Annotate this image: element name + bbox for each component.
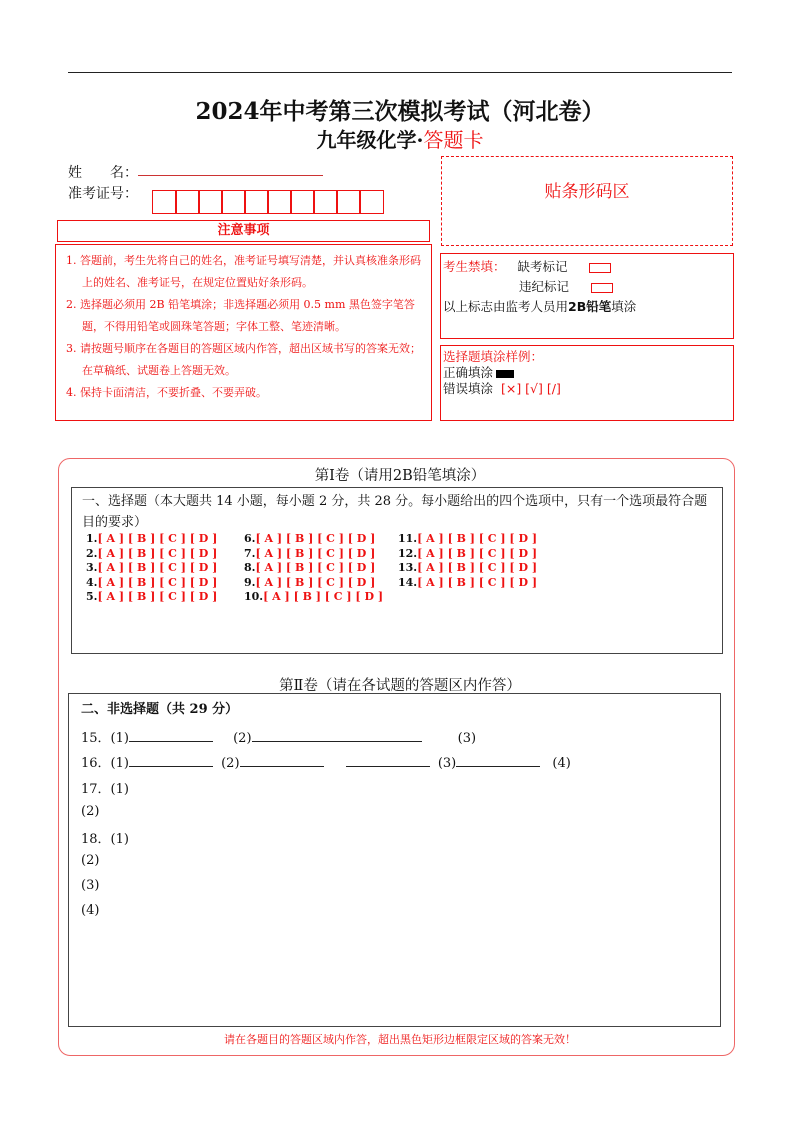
mc-options[interactable]: [ A ] [ B ] [ C ] [ D ] <box>97 575 218 589</box>
mc-column <box>398 532 537 590</box>
ban-note-post: 填涂 <box>611 299 637 314</box>
q-number: 18． <box>81 832 111 847</box>
q-part: (2) <box>221 756 240 771</box>
exam-ban-label: 考生禁填： <box>443 259 506 274</box>
id-digit-box[interactable] <box>221 190 246 214</box>
name-label: 姓 名： <box>68 165 138 181</box>
q-part: (4) <box>552 756 571 771</box>
id-digit-box[interactable] <box>267 190 292 214</box>
q15-line <box>81 727 476 746</box>
mc-options[interactable]: [ A ] [ B ] [ C ] [ D ] <box>97 532 218 545</box>
answer-blank[interactable] <box>129 754 213 767</box>
mc-question-number: 1. <box>86 532 98 545</box>
violation-label: 违纪标记 <box>519 279 570 294</box>
answer-blank[interactable] <box>240 754 324 767</box>
notice-item: 3. 请按题号顺序在各题目的答题区域内作答，超出区域书写的答案无效；在草稿纸、试题卷上答题无效。 <box>66 342 421 377</box>
id-boxes <box>152 190 382 214</box>
id-digit-box[interactable] <box>244 190 269 214</box>
answer-blank[interactable] <box>346 754 430 767</box>
q16-line <box>81 752 571 771</box>
q17-line <box>81 778 129 797</box>
q-number: 15． <box>81 731 111 746</box>
id-digit-box[interactable] <box>359 190 384 214</box>
mc-question-row <box>244 576 383 591</box>
id-digit-box[interactable] <box>152 190 177 214</box>
mc-question-row <box>86 590 217 605</box>
q-part: (2) <box>233 731 252 746</box>
answer-blank[interactable] <box>129 729 213 742</box>
exam-ban-box <box>440 253 734 339</box>
id-digit-box[interactable] <box>175 190 200 214</box>
absent-mark[interactable] <box>589 263 611 273</box>
correct-label: 正确填涂 <box>443 365 494 380</box>
mc-question-row <box>244 561 383 576</box>
mc-question-number: 4. <box>86 575 98 589</box>
mc-question-number: 6. <box>244 532 256 545</box>
id-digit-box[interactable] <box>290 190 315 214</box>
q-number: 17． <box>81 782 111 797</box>
mc-question-row <box>398 561 537 576</box>
part1-title: 第Ⅰ卷（请用2B铅笔填涂） <box>314 468 486 484</box>
sample-box <box>440 345 734 421</box>
q-part: (1) <box>110 782 129 797</box>
mc-question-number: 11. <box>398 532 418 545</box>
mc-options[interactable]: [ A ] [ B ] [ C ] [ D ] <box>97 590 218 603</box>
mc-question-number: 10. <box>244 590 264 603</box>
mc-question-number: 3. <box>86 561 98 574</box>
q-part: (3) <box>457 731 477 746</box>
q-part: (3) <box>437 756 457 771</box>
mc-question-number: 2. <box>86 546 98 560</box>
mc-question-row <box>86 576 217 591</box>
notice-heading: 注意事项 <box>57 220 430 242</box>
mc-column <box>244 532 383 605</box>
mc-options[interactable]: [ A ] [ B ] [ C ] [ D ] <box>255 532 376 545</box>
footer-note: 请在各题目的答题区域内作答，超出黑色矩形边框限定区域的答案无效！ <box>224 1033 576 1046</box>
mc-question-number: 8. <box>244 561 256 574</box>
sample-label: 选择题填涂样例： <box>443 349 544 364</box>
ban-note-bold: 2B铅笔 <box>568 299 612 314</box>
barcode-area: 贴条形码区 <box>441 156 733 246</box>
notice-box <box>55 244 432 421</box>
q18-part4: (4) <box>81 903 100 918</box>
mc-options[interactable]: [ A ] [ B ] [ C ] [ D ] <box>255 575 376 589</box>
page-title: 2024年中考第三次模拟考试（河北卷） <box>195 98 605 125</box>
id-digit-box[interactable] <box>336 190 361 214</box>
id-digit-box[interactable] <box>313 190 338 214</box>
part2-heading: 二、非选择题（共 29 分） <box>81 702 239 717</box>
non-mc-box <box>68 693 721 1027</box>
answer-blank[interactable] <box>456 754 540 767</box>
mc-options[interactable]: [ A ] [ B ] [ C ] [ D ] <box>263 590 384 603</box>
mc-question-row <box>398 547 537 562</box>
mc-question-row <box>244 532 383 547</box>
notice-item: 2. 选择题必须用 2B 铅笔填涂；非选择题必须用 0.5 mm 黑色签字笔答题，不得用铅笔或圆珠笔答题；字体工整、笔迹清晰。 <box>66 298 415 333</box>
subtitle-red: 答题卡 <box>423 128 484 152</box>
q-part: (1) <box>110 756 129 771</box>
mc-question-row <box>86 561 217 576</box>
mc-question-row <box>244 547 383 562</box>
mc-question-row <box>244 590 383 605</box>
q18-part2: (2) <box>81 853 100 868</box>
notice-item: 4. 保持卡面清洁，不要折叠、不要弄破。 <box>66 386 267 399</box>
wrong-label: 错误填涂 <box>443 381 494 396</box>
top-rule <box>68 72 732 73</box>
q-part: (1) <box>110 731 129 746</box>
mc-box <box>71 487 723 654</box>
filled-mark <box>496 370 514 378</box>
mc-question-row <box>86 547 217 562</box>
mc-options[interactable]: [ A ] [ B ] [ C ] [ D ] <box>255 561 376 574</box>
answer-blank[interactable] <box>252 729 422 742</box>
q-number: 16． <box>81 756 111 771</box>
mc-question-number: 14. <box>398 575 418 589</box>
mc-question-number: 12. <box>398 546 418 560</box>
mc-options[interactable]: [ A ] [ B ] [ C ] [ D ] <box>97 561 218 574</box>
id-digit-box[interactable] <box>198 190 223 214</box>
mc-question-number: 5. <box>86 590 98 603</box>
mc-options[interactable]: [ A ] [ B ] [ C ] [ D ] <box>255 546 376 560</box>
mc-options[interactable]: [ A ] [ B ] [ C ] [ D ] <box>417 546 538 560</box>
subtitle-main: 九年级化学· <box>316 128 424 152</box>
mc-options[interactable]: [ A ] [ B ] [ C ] [ D ] <box>417 532 538 545</box>
q18-part3: (3) <box>81 878 100 893</box>
mc-question-number: 13. <box>398 561 418 574</box>
ban-note-pre: 以上标志由监考人员用 <box>443 299 569 314</box>
q-part: (1) <box>110 832 129 847</box>
absent-label: 缺考标记 <box>517 259 568 274</box>
mc-column <box>86 532 217 605</box>
mc-options[interactable]: [ A ] [ B ] [ C ] [ D ] <box>97 546 218 560</box>
mc-question-row <box>86 532 217 547</box>
notice-item: 1. 答题前，考生先将自己的姓名，准考证号填写清楚，并认真核准条形码上的姓名、准考证号，在规定位置贴好条形码。 <box>66 254 421 289</box>
part2-title: 第Ⅱ卷（请在各试题的答题区内作答） <box>279 678 521 694</box>
page-subtitle <box>0 124 800 153</box>
mc-question-row <box>398 576 537 591</box>
name-field[interactable] <box>138 175 323 176</box>
wrong-marks: [×] [√] [/] <box>500 381 561 396</box>
mc-instructions: 一、选择题（本大题共 14 小题，每小题 2 分，共 28 分。每小题给出的四个选项中，只有一个选项最符合题目的要求） <box>82 494 708 530</box>
q17-part2: (2) <box>81 804 100 819</box>
mc-question-number: 7. <box>244 546 256 560</box>
mc-options[interactable]: [ A ] [ B ] [ C ] [ D ] <box>417 575 538 589</box>
mc-options[interactable]: [ A ] [ B ] [ C ] [ D ] <box>417 561 538 574</box>
violation-mark[interactable] <box>591 283 613 293</box>
mc-question-number: 9. <box>244 575 256 589</box>
id-label: 准考证号： <box>68 186 138 202</box>
mc-question-row <box>398 532 537 547</box>
q18-line <box>81 828 129 847</box>
